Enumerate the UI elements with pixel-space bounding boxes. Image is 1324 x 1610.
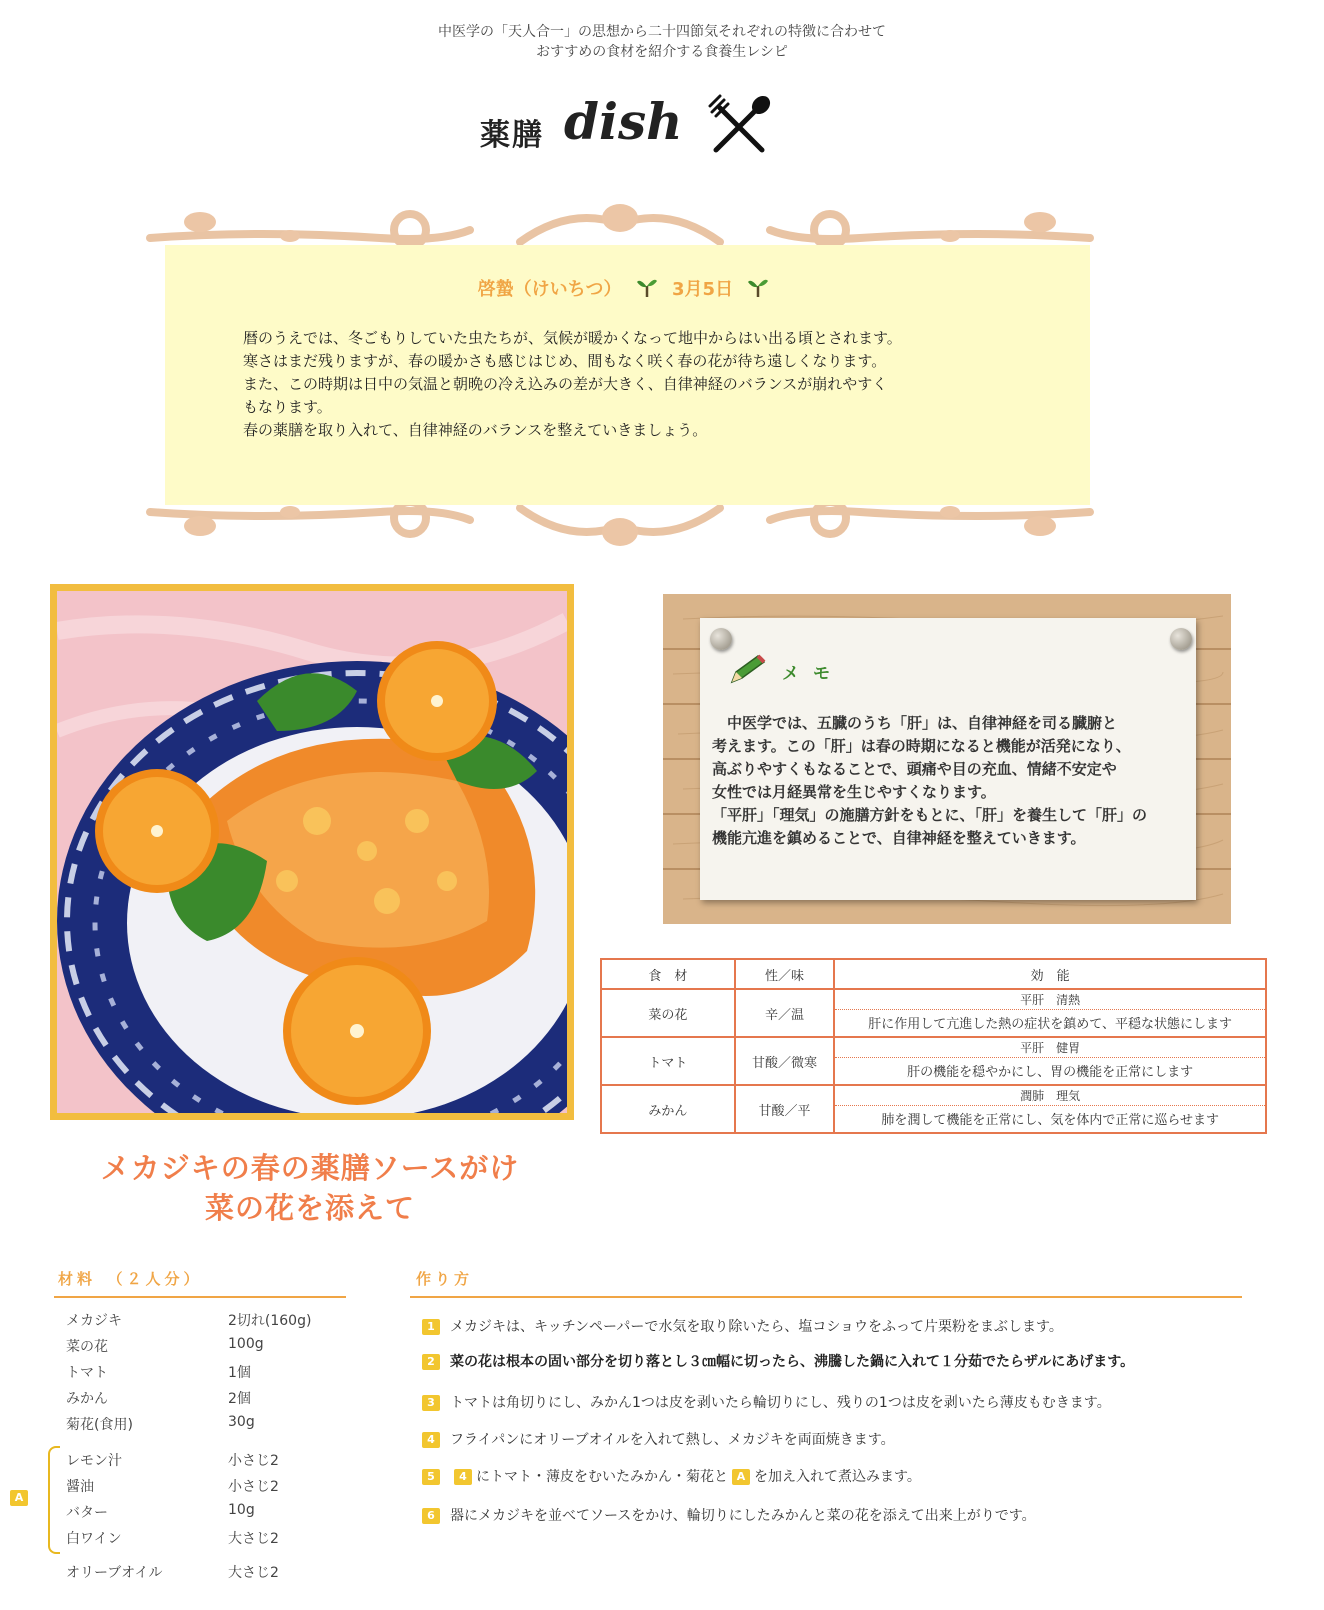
- nature-cell: 甘酸／微寒: [735, 1037, 835, 1085]
- ingredient-item: [66, 1362, 366, 1382]
- fork-spoon-icon: [706, 94, 776, 156]
- season-paragraph: 寒さはまだ残りますが、春の暖かさも感じはじめ、間もなく咲く春の花が待ち遠しくなります。: [243, 352, 887, 370]
- ingredient-item: [66, 1562, 366, 1582]
- ingredient-item: [66, 1310, 366, 1330]
- steps-divider: [410, 1296, 1242, 1298]
- pin-icon: [710, 628, 732, 650]
- effect-title-cell: 平肝 健胃: [834, 1037, 1266, 1057]
- dish-title: [40, 1148, 580, 1228]
- step-number-badge: 6: [422, 1508, 440, 1524]
- step-item: [422, 1429, 895, 1449]
- ingredient-qty: 10g: [228, 1502, 255, 1518]
- memo-line: 高ぶりやすくもなることで、頭痛や目の充血、情緒不安定や: [712, 760, 1117, 778]
- memo-line: 女性では月経異常を生じやすくなります。: [712, 783, 996, 801]
- ingredient-qty: 大さじ2: [228, 1531, 279, 1547]
- season-paragraph: 春の薬膳を取り入れて、自律神経のバランスを整えていきましょう。: [243, 421, 708, 439]
- sprout-icon: [636, 276, 658, 298]
- header-effect: 効 能: [834, 959, 1266, 989]
- header-food: 食 材: [601, 959, 735, 989]
- header-nature: 性／味: [735, 959, 835, 989]
- step-item: [422, 1316, 1063, 1336]
- step-text: メカジキは、キッチンペーパーで水気を取り除いたら、塩コショウをふって片栗粉をまぶします。: [450, 1319, 1063, 1335]
- ingredient-qty: 1個: [228, 1365, 251, 1381]
- step-item: [422, 1505, 1036, 1525]
- group-bracket: [48, 1446, 60, 1554]
- food-cell: 菜の花: [601, 989, 735, 1037]
- season-description: [243, 327, 983, 442]
- season-name: 啓蟄（けいちつ）: [477, 279, 622, 300]
- intro-line-1: 中医学の「天人合一」の思想から二十四節気それぞれの特徴に合わせて: [438, 24, 886, 40]
- season-box: [165, 245, 1090, 505]
- pin-icon: [1170, 628, 1192, 650]
- step-text: を加え入れて煮込みます。: [754, 1469, 921, 1485]
- step-text: トマトは角切りにし、みかん1つは皮を剥いたら輪切りにし、残りの1つは皮を剥いたら薄皮もむきます。: [450, 1395, 1111, 1411]
- season-heading: [165, 275, 1090, 301]
- step-number-badge: 5: [422, 1469, 440, 1485]
- ingredient-name: トマト: [66, 1365, 108, 1381]
- intro-text: [0, 22, 1324, 62]
- ingredient-item: [66, 1502, 366, 1522]
- step-item: [422, 1466, 921, 1486]
- step-ref-badge: 4: [454, 1469, 472, 1485]
- step-number-badge: 3: [422, 1395, 440, 1411]
- effect-cell: 肝の機能を穏やかにし、胃の機能を正常にします: [834, 1057, 1266, 1085]
- group-ref-badge: A: [732, 1469, 750, 1485]
- ingredient-name: 醤油: [66, 1479, 94, 1495]
- ingredient-name: 菊花(食用): [66, 1417, 133, 1433]
- memo-text: [712, 712, 1182, 850]
- ingredient-effects-table: [600, 958, 1267, 1134]
- memo-title: メモ: [782, 664, 844, 684]
- season-paragraph: もなります。: [243, 398, 332, 416]
- intro-line-2: おすすめの食材を紹介する食養生レシピ: [536, 44, 788, 60]
- dish-photo: [57, 591, 567, 1113]
- nature-cell: 甘酸／平: [735, 1085, 835, 1133]
- memo-line: 中医学では、五臓のうち「肝」は、自律神経を司る臓腑と: [712, 714, 1118, 732]
- table-row: [601, 989, 1266, 1009]
- table-row: [601, 1037, 1266, 1057]
- table-header-row: [601, 959, 1266, 989]
- ingredient-name: レモン汁: [66, 1453, 122, 1469]
- ingredient-item: [66, 1528, 366, 1548]
- food-cell: トマト: [601, 1037, 735, 1085]
- ingredient-item: [66, 1414, 366, 1434]
- ingredient-name: 菜の花: [66, 1339, 108, 1355]
- ingredient-qty: 30g: [228, 1414, 255, 1430]
- pencil-icon: [730, 654, 770, 684]
- step-text: フライパンにオリーブオイルを入れて熱し、メカジキを両面焼きます。: [450, 1432, 895, 1448]
- season-paragraph: また、この時期は日中の気温と朝晩の冷え込みの差が大きく、自律神経のバランスが崩れやすく: [243, 375, 888, 393]
- ingredient-name: バター: [66, 1505, 108, 1521]
- ingredient-qty: 小さじ2: [228, 1453, 279, 1469]
- step-text: にトマト・薄皮をむいたみかん・菊花と: [476, 1469, 728, 1485]
- group-a-badge: A: [10, 1490, 28, 1506]
- effect-cell: 肝に作用して亢進した熱の症状を鎮めて、平穏な状態にします: [834, 1009, 1266, 1037]
- ingredient-item: [66, 1450, 366, 1470]
- step-item: [422, 1351, 1134, 1371]
- logo: [480, 92, 800, 162]
- dish-title-line-2: 菜の花を添えて: [204, 1191, 415, 1225]
- ingredients-heading: 材料 （２人分）: [58, 1270, 203, 1288]
- ingredient-name: みかん: [66, 1391, 108, 1407]
- memo-line: 機能亢進を鎮めることで、自律神経を整えていきます。: [712, 829, 1086, 847]
- season-date: 3月5日: [672, 279, 734, 300]
- dish-title-line-1: メカジキの春の薬膳ソースがけ: [100, 1151, 520, 1185]
- dish-photo-frame: [50, 584, 574, 1120]
- ingredient-qty: 2切れ(160g): [228, 1313, 312, 1329]
- memo-line: 「平肝」「理気」の施膳方針をもとに、「肝」を養生して「肝」の: [712, 806, 1148, 824]
- ingredients-divider: [54, 1296, 346, 1298]
- step-number-badge: 2: [422, 1354, 440, 1370]
- ingredient-item: [66, 1336, 366, 1356]
- ingredient-name: オリーブオイル: [66, 1565, 163, 1581]
- steps-heading: 作り方: [416, 1270, 474, 1288]
- food-cell: みかん: [601, 1085, 735, 1133]
- table-row: [601, 1085, 1266, 1105]
- effect-title-cell: 平肝 清熱: [834, 989, 1266, 1009]
- step-text: 菜の花は根本の固い部分を切り落とし３㎝幅に切ったら、沸騰した鍋に入れて１分茹でたらザルにあげます。: [450, 1354, 1135, 1370]
- ingredient-item: [66, 1476, 366, 1496]
- ingredient-name: 白ワイン: [66, 1531, 122, 1547]
- step-number-badge: 4: [422, 1432, 440, 1448]
- logo-jp: 薬膳: [480, 118, 544, 153]
- ingredient-qty: 100g: [228, 1336, 264, 1352]
- sprout-icon: [747, 276, 769, 298]
- ingredient-qty: 大さじ2: [228, 1565, 279, 1581]
- logo-en: dish: [564, 92, 683, 151]
- step-text: 器にメカジキを並べてソースをかけ、輪切りにしたみかんと菜の花を添えて出来上がりです。: [450, 1508, 1036, 1524]
- effect-title-cell: 潤肺 理気: [834, 1085, 1266, 1105]
- ingredient-qty: 小さじ2: [228, 1479, 279, 1495]
- memo-line: 考えます。この「肝」は春の時期になると機能が活発になり、: [712, 737, 1131, 755]
- effect-cell: 肺を潤して機能を正常にし、気を体内で正常に巡らせます: [834, 1105, 1266, 1133]
- ingredient-item: [66, 1388, 366, 1408]
- nature-cell: 辛／温: [735, 989, 835, 1037]
- season-paragraph: 暦のうえでは、冬ごもりしていた虫たちが、気候が暖かくなって地中からはい出る頃とされます。: [243, 329, 902, 347]
- step-item: [422, 1392, 1111, 1412]
- ingredient-name: メカジキ: [66, 1313, 122, 1329]
- ingredient-qty: 2個: [228, 1391, 251, 1407]
- step-number-badge: 1: [422, 1319, 440, 1335]
